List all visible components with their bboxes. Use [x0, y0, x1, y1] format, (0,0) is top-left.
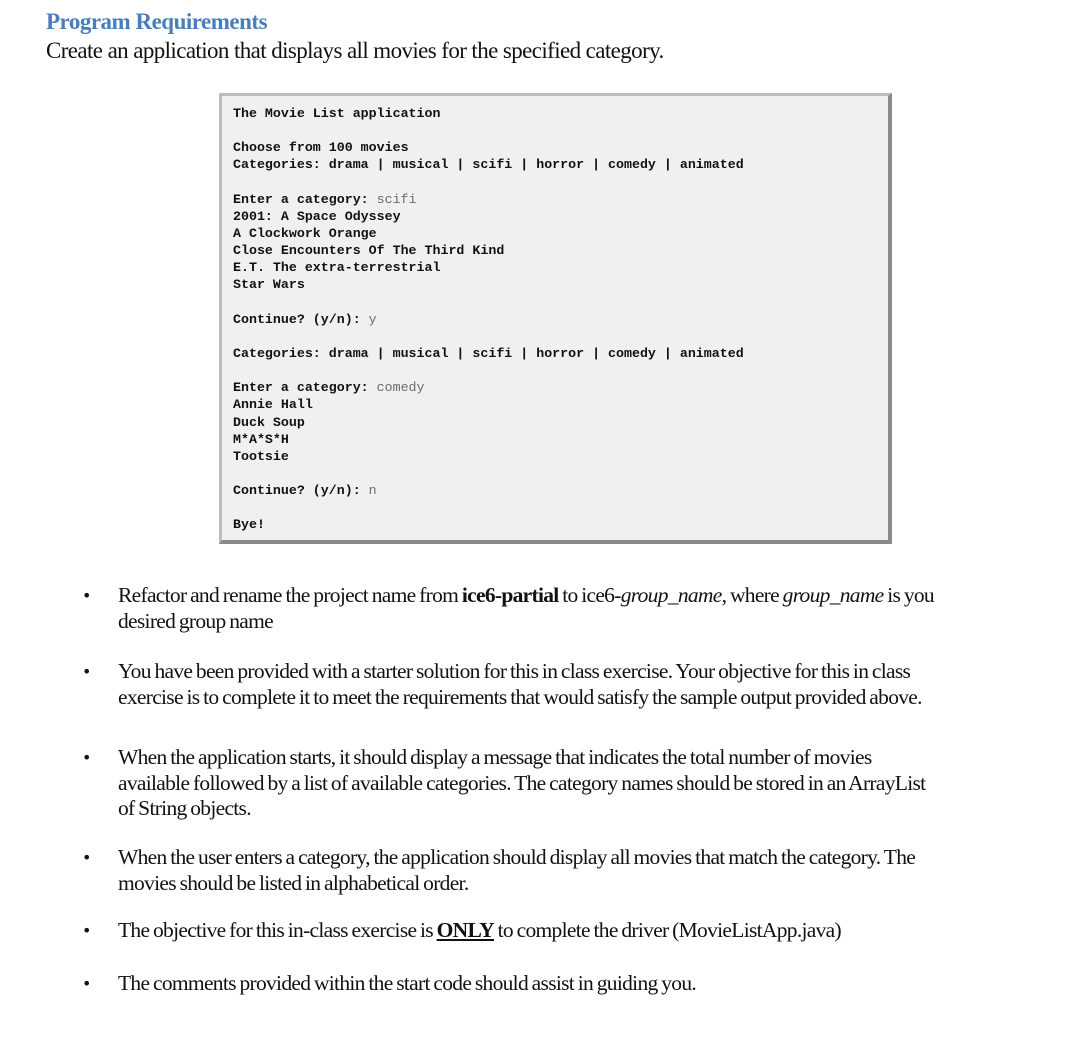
console-line	[233, 482, 888, 499]
text-segment: to complete the driver (MovieListApp.java)	[493, 918, 841, 942]
console-line	[233, 259, 888, 276]
console-line	[233, 225, 888, 242]
console-line	[233, 276, 888, 293]
console-output-text: Duck Soup	[233, 414, 305, 430]
console-line	[233, 122, 888, 139]
console-user-input: comedy	[376, 380, 425, 396]
requirement-line	[118, 745, 1038, 771]
text-segment: of String objects.	[118, 796, 251, 820]
requirement-line	[118, 583, 1038, 609]
requirement-text	[118, 583, 1038, 634]
text-segment: exercise is to complete it to meet the requirements that would satisfy the sample output provided above.	[118, 684, 922, 709]
console-line	[233, 465, 888, 482]
text-segment: , where	[721, 583, 783, 607]
text-segment: When the application starts, it should display a message that indicates the total number of movies	[118, 745, 872, 769]
console-line	[233, 156, 888, 173]
bullet-icon: •	[82, 586, 92, 605]
console-line	[233, 414, 888, 431]
console-line	[233, 311, 888, 328]
requirement-line	[118, 871, 1038, 897]
text-segment: The objective for this in-class exercise is	[118, 918, 437, 942]
bullet-icon: •	[82, 921, 92, 940]
requirement-line	[118, 771, 1038, 797]
console-output-text: Bye!	[233, 517, 265, 533]
styled-text: group_name	[620, 583, 722, 607]
console-output-text: E.T. The extra-terrestrial	[233, 260, 441, 276]
console-line	[233, 362, 888, 379]
bullet-icon: •	[82, 748, 92, 767]
console-line	[233, 431, 888, 448]
console-output-text: 2001: A Space Odyssey	[233, 208, 401, 224]
requirement-line	[118, 609, 1038, 635]
requirement-line	[118, 796, 1038, 822]
console-output-text: Choose from 100 movies	[233, 140, 409, 156]
requirement-text	[118, 918, 1038, 944]
bullet-icon: •	[82, 848, 92, 867]
intro-paragraph: Create an application that displays all movies for the specified category.	[46, 38, 664, 63]
bullet-icon: •	[82, 662, 92, 681]
requirement-text	[118, 845, 1038, 896]
console-output-text: Enter a category:	[233, 380, 377, 396]
styled-text: ice6-partial	[461, 583, 559, 607]
console-line	[233, 105, 888, 122]
requirement-text	[118, 745, 1038, 822]
console-line	[233, 191, 888, 208]
text-segment: is you	[883, 583, 934, 607]
requirement-line	[118, 918, 1038, 944]
console-line	[233, 448, 888, 465]
styled-text: group_name	[782, 583, 884, 607]
text-segment: When the user enters a category, the application should display all movies that match the category. The	[118, 845, 916, 869]
console-output-text: Continue? (y/n):	[233, 311, 369, 327]
requirement-line	[118, 685, 1038, 711]
console-output-text: Annie Hall	[233, 397, 313, 413]
text-segment: You have been provided with a starter solution for this in class exercise. Your objective for this in class	[118, 659, 911, 683]
console-line	[233, 294, 888, 311]
console-line	[233, 379, 888, 396]
requirement-line	[118, 845, 1038, 871]
console-line	[233, 208, 888, 225]
console-line	[233, 242, 888, 259]
console-output-text: Star Wars	[233, 277, 305, 293]
console-line	[233, 516, 888, 533]
section-heading: Program Requirements	[46, 9, 268, 34]
text-segment: movies should be listed in alphabetical order.	[118, 870, 469, 895]
console-user-input: scifi	[376, 191, 417, 207]
requirement-line	[118, 971, 1038, 997]
sample-output-console	[219, 93, 892, 544]
console-output-text: Close Encounters Of The Third Kind	[233, 243, 505, 259]
emphasis-text: ONLY	[436, 918, 494, 942]
requirement-line	[118, 659, 1038, 685]
console-user-input: y	[368, 311, 377, 327]
bullet-icon: •	[82, 974, 92, 993]
console-line	[233, 139, 888, 156]
text-segment: to ice6-	[558, 583, 621, 607]
console-output-text: Categories: drama | musical | scifi | horror | comedy | animated	[233, 157, 744, 173]
console-line	[233, 345, 888, 362]
requirement-text	[118, 659, 1038, 710]
console-output-text: Enter a category:	[233, 191, 377, 207]
console-output-text: Tootsie	[233, 448, 289, 464]
console-line	[233, 174, 888, 191]
text-segment: Refactor and rename the project name from	[118, 583, 462, 607]
text-segment: The comments provided within the start code should assist in guiding you.	[118, 971, 697, 995]
console-line	[233, 328, 888, 345]
console-output-text: M*A*S*H	[233, 431, 289, 447]
console-user-input: n	[368, 483, 377, 499]
text-segment: available followed by a list of available categories. The category names should be stored in an ArrayList	[118, 770, 926, 795]
console-output-text: Continue? (y/n):	[233, 483, 369, 499]
console-output-text: Categories: drama | musical | scifi | horror | comedy | animated	[233, 345, 744, 361]
console-line	[233, 499, 888, 516]
console-line	[233, 396, 888, 413]
text-segment: desired group name	[118, 608, 273, 633]
console-output-text: A Clockwork Orange	[233, 225, 377, 241]
requirement-text	[118, 971, 1038, 997]
console-output-text: The Movie List application	[233, 106, 441, 121]
